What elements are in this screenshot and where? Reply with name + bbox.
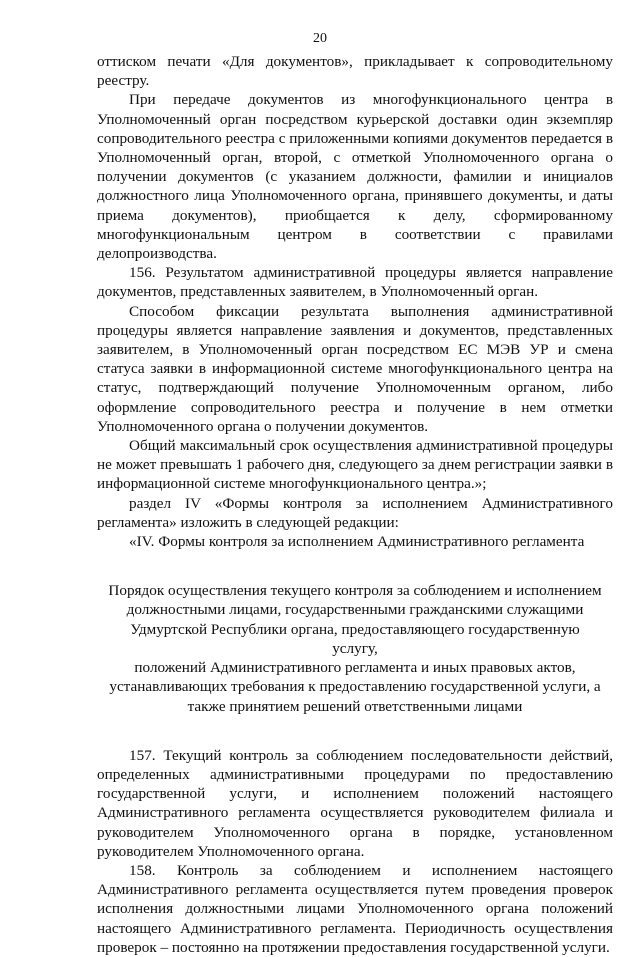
- paragraph-157-current-control: 157. Текущий контроль за соблюдением последовательности действий, определенных административными процедурами по предоставлению государственной услуги, и исполнением положений настоящего Административного регламента осуществляется руководителем филиала и руководителем Уполномоченного органа в порядке, установленном руководителем Уполномоченного органа.: [97, 746, 613, 860]
- subsection-heading-line: Порядок осуществления текущего контроля за соблюдением и исполнением: [108, 582, 602, 600]
- paragraph-continuation: оттиском печати «Для документов», прикладывает к сопроводительному реестру.: [97, 53, 613, 90]
- subsection-heading-line: положений Административного регламента и иных правовых актов,: [134, 659, 576, 677]
- subsection-heading-line: Удмуртской Республики органа, предоставляющего государственную услугу,: [130, 620, 580, 657]
- paragraph-section-iv-amendment: раздел IV «Формы контроля за исполнением Административного регламента» изложить в следующей редакции:: [97, 494, 613, 531]
- paragraph-fixation-method: Способом фиксации результата выполнения административной процедуры является направление заявления и документов, представленных заявителем, в Уполномоченный орган посредством ЕС МЭВ УР и смена статуса заявки в информационной системе многофункционального центра на статус, подтверждающий получение Уполномоченным органом, либо оформление сопроводительного реестра и получение в нем отметки Уполномоченного органа о получении документов.: [97, 302, 613, 435]
- paragraph-transfer-documents: При передаче документов из многофункционального центра в Уполномоченный орган посредством курьерской доставки один экземпляр сопроводительного реестра с приложенными копиями документов передается в Уполномоченный орган, второй, с отметкой Уполномоченного органа о получении документов (с указанием должности, фамилии и инициалов должностного лица Уполномоченного органа, принявшего документы, и даты приема документов), приобщается к делу, сформированному многофункциональным центром в соответствии с правилами делопроизводства.: [97, 91, 613, 263]
- subsection-heading-line: должностными лицами, государственными гражданскими служащими: [126, 601, 584, 619]
- subsection-heading-line: также принятием решений ответственными лицами: [187, 697, 523, 715]
- paragraph-156-result: 156. Результатом административной процедуры является направление документов, представленных заявителем, в Уполномоченный орган.: [97, 264, 613, 301]
- subsection-heading-line: устанавливающих требования к предоставлению государственной услуги, а: [109, 678, 601, 696]
- document-body: [97, 52, 613, 957]
- page-number: 20: [313, 31, 327, 46]
- subsection-heading: [97, 581, 613, 715]
- paragraph-max-term: Общий максимальный срок осуществления административной процедуры не может превышать 1 рабочего дня, следующего за днем регистрации заявки в информационной системе многофункционального центра.»;: [97, 437, 613, 493]
- paragraph-158-inspections: 158. Контроль за соблюдением и исполнением настоящего Административного регламента осуществляется путем проведения проверок исполнения должностными лицами Уполномоченного органа положений настоящего Административного регламента. Периодичность осуществления проверок – постоянно на протяжении предоставления государственной услуги.: [97, 861, 613, 956]
- section-title: «IV. Формы контроля за исполнением Административного регламента: [129, 533, 585, 551]
